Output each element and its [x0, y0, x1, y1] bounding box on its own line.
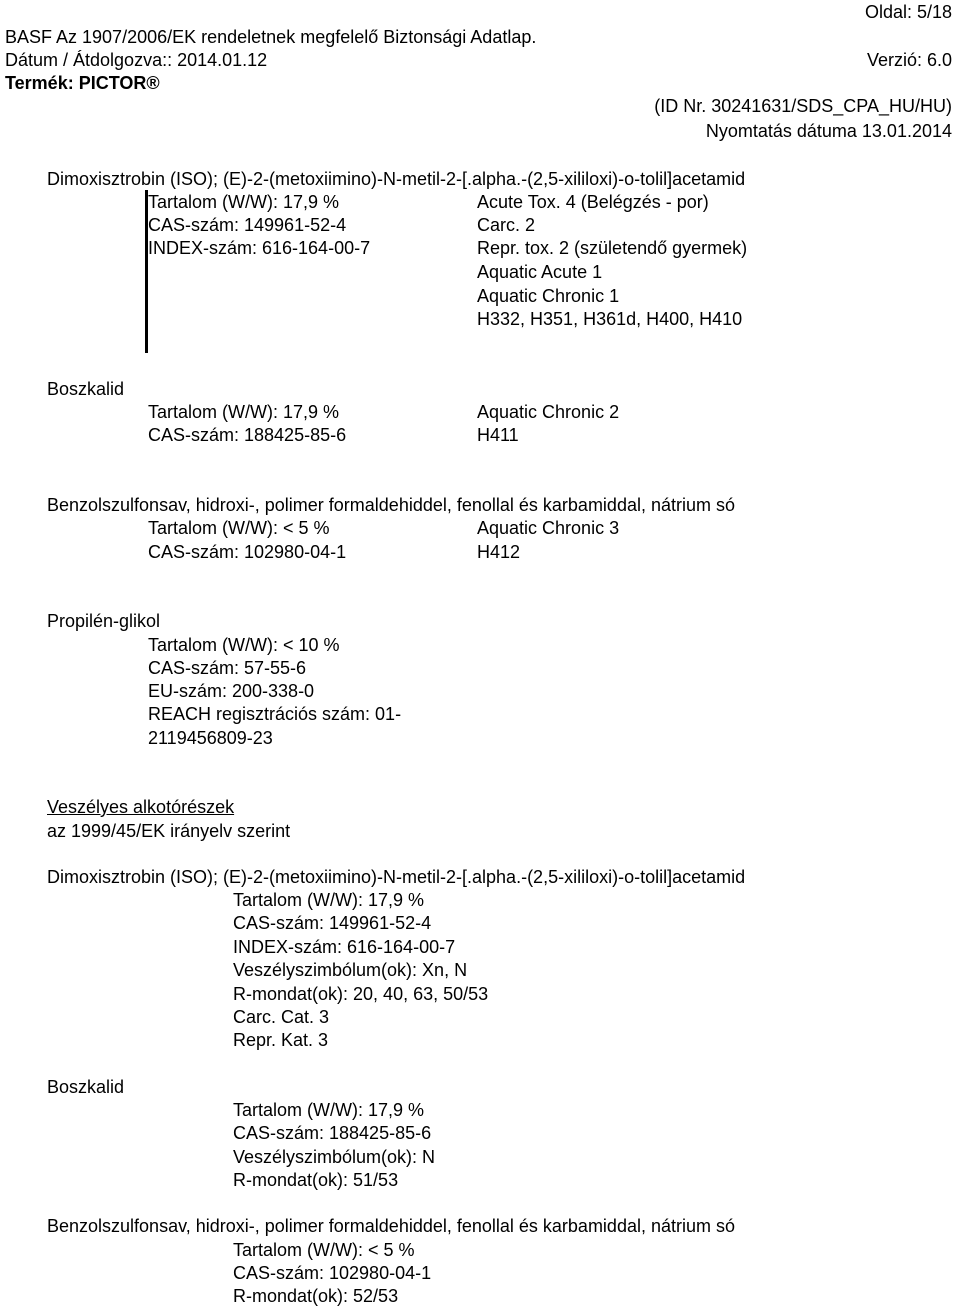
component-name: Benzolszulfonsav, hidroxi-, polimer formaldehiddel, fenollal és karbamiddal, nátrium só — [47, 495, 735, 515]
component-name: Boszkalid — [47, 1077, 125, 1097]
cas-line: CAS-szám: 188425-85-6 — [233, 1123, 432, 1143]
classification-line: Repr. tox. 2 (születendő gyermek) — [477, 238, 748, 258]
section-subheading: az 1999/45/EK irányelv szerint — [47, 821, 291, 841]
content-line: Tartalom (W/W): 17,9 % — [148, 402, 340, 422]
hazard-symbol-line: Veszélyszimbólum(ok): Xn, N — [233, 960, 468, 980]
index-line: INDEX-szám: 616-164-00-7 — [148, 238, 371, 258]
reach-line: REACH regisztrációs szám: 01- — [148, 704, 402, 724]
r-phrases-line: R-mondat(ok): 51/53 — [233, 1170, 399, 1190]
classification-line: Acute Tox. 4 (Belégzés - por) — [477, 192, 709, 212]
print-date: Nyomtatás dátuma 13.01.2014 — [705, 121, 952, 141]
component-name: Propilén-glikol — [47, 611, 161, 631]
component-name: Dimoxisztrobin (ISO); (E)-2-(metoxiimino)-N-metil-2-[.alpha.-(2,5-xililoxi)-o-tolil]acetamid — [47, 169, 746, 189]
product-label: Termék: — [5, 73, 74, 93]
content-line: Tartalom (W/W): 17,9 % — [233, 1100, 425, 1120]
document-title: BASF Az 1907/2006/EK rendeletnek megfelelő Biztonsági Adatlap. — [5, 27, 537, 47]
classification-line: Carc. Cat. 3 — [233, 1007, 330, 1027]
reach-line: 2119456809-23 — [148, 728, 273, 748]
r-phrases-line: R-mondat(ok): 52/53 — [233, 1286, 399, 1306]
r-phrases-line: R-mondat(ok): 20, 40, 63, 50/53 — [233, 984, 489, 1004]
h-statements: H332, H351, H361d, H400, H410 — [477, 309, 743, 329]
content-line: Tartalom (W/W): 17,9 % — [233, 890, 425, 910]
product-line — [5, 72, 160, 94]
index-line: INDEX-szám: 616-164-00-7 — [233, 937, 456, 957]
content-line: Tartalom (W/W): 17,9 % — [148, 192, 340, 212]
cas-line: CAS-szám: 102980-04-1 — [148, 542, 347, 562]
classification-line: Aquatic Chronic 3 — [477, 518, 620, 538]
cas-line: CAS-szám: 102980-04-1 — [233, 1263, 432, 1283]
classification-line: Carc. 2 — [477, 215, 536, 235]
hazard-symbol-line: Veszélyszimbólum(ok): N — [233, 1147, 436, 1167]
content-line: Tartalom (W/W): < 5 % — [148, 518, 330, 538]
revision-date: Dátum / Átdolgozva:: 2014.01.12 — [5, 50, 268, 70]
classification-line: Aquatic Acute 1 — [477, 262, 603, 282]
page-number: Oldal: 5/18 — [864, 2, 952, 22]
cas-line: CAS-szám: 149961-52-4 — [148, 215, 347, 235]
content-line: Tartalom (W/W): < 5 % — [233, 1240, 415, 1260]
component-name: Dimoxisztrobin (ISO); (E)-2-(metoxiimino)-N-metil-2-[.alpha.-(2,5-xililoxi)-o-tolil]acetamid — [47, 867, 746, 887]
component-name: Benzolszulfonsav, hidroxi-, polimer formaldehiddel, fenollal és karbamiddal, nátrium só — [47, 1216, 735, 1236]
section-heading: Veszélyes alkotórészek — [47, 797, 235, 817]
cas-line: CAS-szám: 149961-52-4 — [233, 913, 432, 933]
h-statements: H412 — [477, 542, 521, 562]
h-statements: H411 — [477, 425, 519, 445]
classification-line: Aquatic Chronic 1 — [477, 286, 620, 306]
document-id: (ID Nr. 30241631/SDS_CPA_HU/HU) — [654, 96, 952, 116]
cas-line: CAS-szám: 57-55-6 — [148, 658, 307, 678]
content-line: Tartalom (W/W): < 10 % — [148, 635, 340, 655]
cas-line: CAS-szám: 188425-85-6 — [148, 425, 347, 445]
eu-number-line: EU-szám: 200-338-0 — [148, 681, 315, 701]
component-name: Boszkalid — [47, 379, 125, 399]
classification-line: Repr. Kat. 3 — [233, 1030, 329, 1050]
product-name: PICTOR® — [78, 73, 160, 93]
version: Verzió: 6.0 — [866, 50, 952, 70]
classification-line: Aquatic Chronic 2 — [477, 402, 620, 422]
